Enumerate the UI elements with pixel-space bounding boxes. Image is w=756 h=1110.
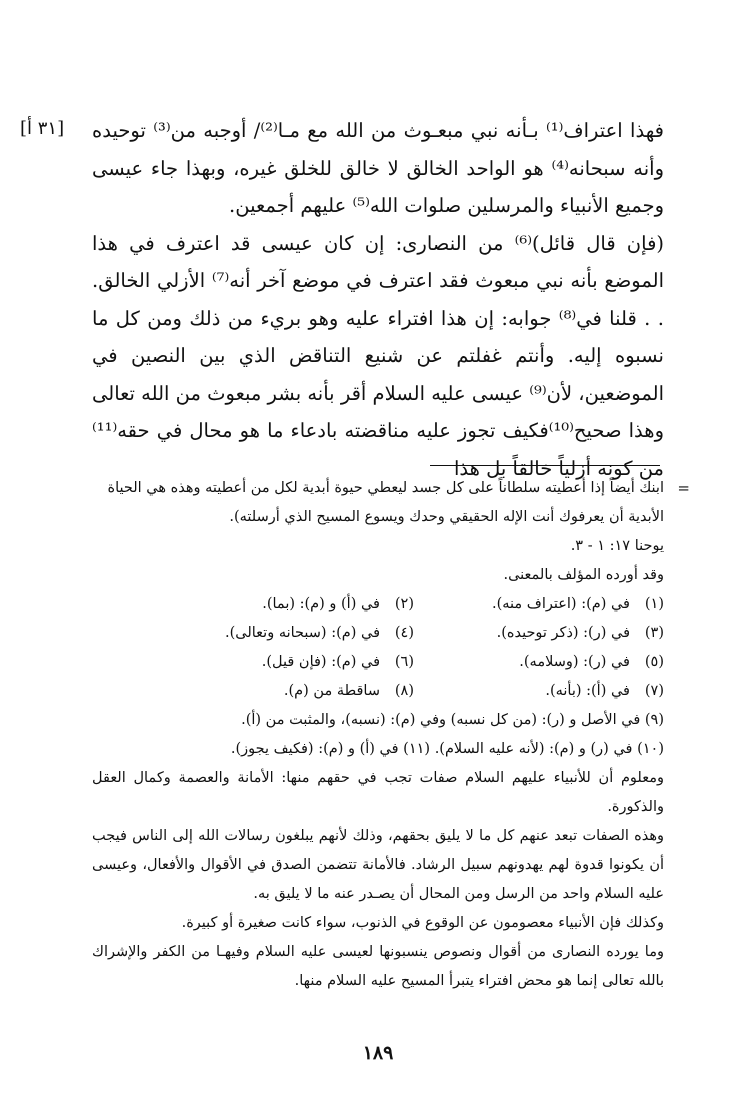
note-paragraph: وكذلك فإن الأنبياء معصومون عن الوقوع في الذنوب، سواء كانت صغيرة أو كبيرة.: [181, 915, 664, 931]
main-paragraph-2: (فإن قال قائل)⁽⁶⁾ من النصارى: إن كان عيسى قد اعترف في هذا الموضع بأنه نبي مبعوث فقد اعترف في موضع آخر أنه⁽⁷⁾ الأزلي الخالق. . . قلنا في⁽⁸⁾ جوابه: إن هذا افتراء عليه وهو بريء من ذلك ومن كل ما نسبوه إليه. وأنتم غفلتم عن شنيع التناقض الذي بين النصين في الموضعين، لأن⁽⁹⁾ عيسى عليه السلام أقر بأنه بشر مبعوث من الله تعالى وهذا صحيح⁽¹⁰⁾فكيف تجوز عليه مناقضته بادعاء ما هو محال في حقه⁽¹¹⁾من كونه أزلياً خالقاً بل هذا: [92, 231, 664, 480]
footnote-item: [92, 648, 414, 677]
footnote-9: (٩) في الأصل و (ر): (من كل نسبه) وفي (م): (نسبه)، والمثبت من (أ).: [241, 712, 664, 728]
footnote-item: [92, 677, 414, 706]
footnote-item: [92, 619, 414, 648]
footnote-number: (٧): [644, 683, 664, 699]
footnote-text: ساقطة من (م).: [283, 683, 380, 699]
footnote-continuation-marker: =: [677, 479, 690, 497]
main-paragraph-1: فهذا اعتراف⁽¹⁾ بـأنه نبي مبعـوث من الله مع مـا⁽²⁾/ أوجبه من⁽³⁾ توحيده وأنه سبحانه⁽⁴⁾ هو الواحد الخالق لا خالق للخلق غيره، وبهذا جاء عيسى وجميع الأنبياء والمرسلين صلوات الله⁽⁵⁾ عليهم أجمعين.: [92, 119, 665, 217]
footnote-10-11: (١٠) في (ر) و (م): (لأنه عليه السلام). (١١) في (أ) و (م): (فكيف يجوز).: [230, 741, 664, 757]
footnote-number: (٨): [394, 683, 414, 699]
footnote-continuation-line: ابنك أيضاً إذا أعطيته سلطاناً على كل جسد ليعطي حيوة أبدية لكل من أعطيته وهذه هي الحياة الأبدية أن يعرفوك أنت الإله الحقيقي وحدك ويسوع المسيح الذي أرسلته).: [107, 480, 664, 525]
note-paragraph: وما يورده النصارى من أقوال ونصوص ينسبونها لعيسى عليه السلام وفيهـا من الكفر والإشراك بالله تعالى إنما هو محض افتراء يتبرأ المسيح عليه السلام منها.: [92, 944, 664, 989]
footnote-item: [414, 619, 664, 648]
footnote-number: (٥): [644, 654, 664, 670]
footnote-text: في (أ) و (م): (بما).: [262, 596, 380, 612]
footnote-continuation-line: يوحنا ١٧: ١ - ٣.: [570, 538, 664, 554]
footnote-text: في (م): (سبحانه وتعالى).: [224, 625, 380, 641]
footnote-divider: [430, 465, 660, 466]
footnote-number: (٤): [394, 625, 414, 641]
footnote-text: في (ر): (وسلامه).: [519, 654, 630, 670]
explanatory-note: [92, 764, 664, 996]
note-paragraph: ومعلوم أن للأنبياء عليهم السلام صفات تجب في حقهم منها: الأمانة والعصمة وكمال العقل والذكورة.: [92, 770, 664, 815]
footnote-item: [92, 590, 414, 619]
page-number: ١٨٩: [362, 1042, 394, 1064]
footnote-number: (٣): [644, 625, 664, 641]
manuscript-folio-reference: [٣١ أ]: [20, 118, 65, 139]
note-paragraph: وهذه الصفات تبعد عنهم كل ما لا يليق بحقهم، وذلك لأنهم يبلغون رسالات الله إلى الناس فيجب أن يكونوا قدوة لهم يهدونهم سبيل الرشاد. فالأمانة تتضمن الصدق في الأقوال والأفعال، وعيسى عليه السلام واحد من الرسل ومن المحال أن يصـدر عنه ما لا يليق به.: [92, 828, 664, 902]
footnote-number: (١): [644, 596, 664, 612]
footnote-number: (٦): [394, 654, 414, 670]
main-text: [92, 112, 664, 487]
footnote-item: [414, 648, 664, 677]
footnote-text: في (م): (فإن قيل).: [261, 654, 380, 670]
footnote-continuation-line: وقد أورده المؤلف بالمعنى.: [503, 567, 664, 583]
footnote-text: في (ر): (ذكر توحيده).: [496, 625, 630, 641]
footnotes-section: [92, 474, 690, 996]
footnote-item: [414, 677, 664, 706]
footnote-text: في (م): (اعتراف منه).: [492, 596, 630, 612]
footnote-number: (٢): [394, 596, 414, 612]
footnote-grid: [92, 590, 664, 706]
footnote-item: [414, 590, 664, 619]
footnote-text: في (أ): (بأنه).: [545, 683, 630, 699]
